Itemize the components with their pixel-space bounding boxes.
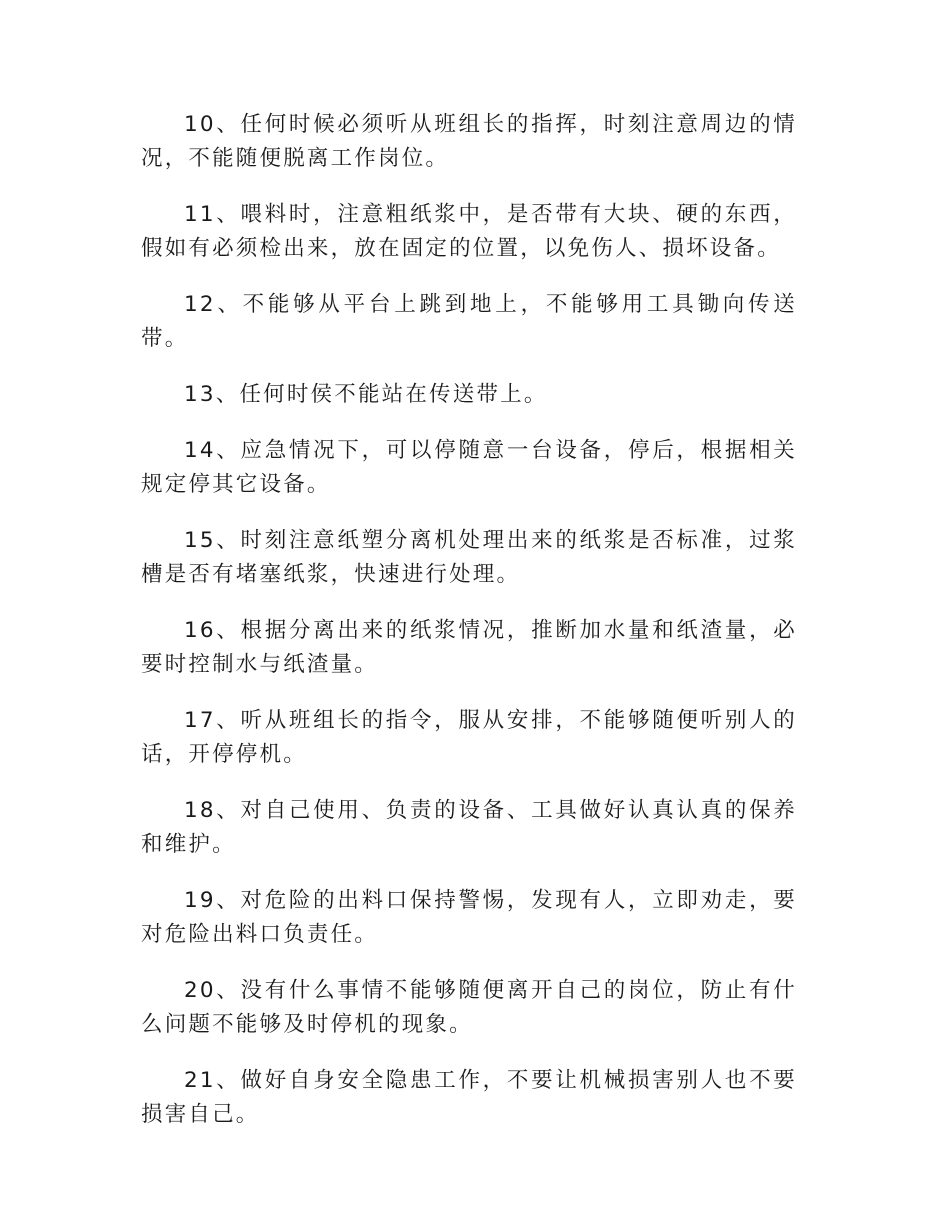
regulation-item-14: 14、应急情况下，可以停随意一台设备，停后，根据相关规定停其它设备。 (141, 438, 797, 497)
regulation-item-13: 13、任何时侯不能站在传送带上。 (184, 382, 548, 407)
regulation-item-16: 16、根据分离出来的纸浆情况，推断加水量和纸渣量，必要时控制水与纸渣量。 (141, 618, 797, 677)
regulation-item-21: 21、做好自身安全隐患工作，不要让机械损害别人也不要损害自己。 (141, 1068, 797, 1127)
regulation-item-10: 10、任何时候必须听从班组长的指挥，时刻注意周边的情况，不能随便脱离工作岗位。 (141, 112, 797, 171)
regulation-list (141, 108, 797, 1154)
regulation-item-12: 12、不能够从平台上跳到地上，不能够用工具锄向传送带。 (141, 292, 797, 351)
regulation-item-17: 17、听从班组长的指令，服从安排，不能够随便听别人的话，开停停机。 (141, 708, 797, 767)
regulation-item-18: 18、对自己使用、负责的设备、工具做好认真认真的保养和维护。 (141, 798, 797, 857)
regulation-item-19: 19、对危险的出料口保持警惕，发现有人，立即劝走，要对危险出料口负责任。 (141, 888, 797, 947)
regulation-item-15: 15、时刻注意纸塑分离机处理出来的纸浆是否标准，过浆槽是否有堵塞纸浆，快速进行处理。 (141, 528, 797, 587)
regulation-item-11: 11、喂料时，注意粗纸浆中，是否带有大块、硬的东西，假如有必须检出来，放在固定的位置，以免伤人、损坏设备。 (141, 202, 797, 261)
regulation-item-20: 20、没有什么事情不能够随便离开自己的岗位，防止有什么问题不能够及时停机的现象。 (141, 978, 797, 1037)
